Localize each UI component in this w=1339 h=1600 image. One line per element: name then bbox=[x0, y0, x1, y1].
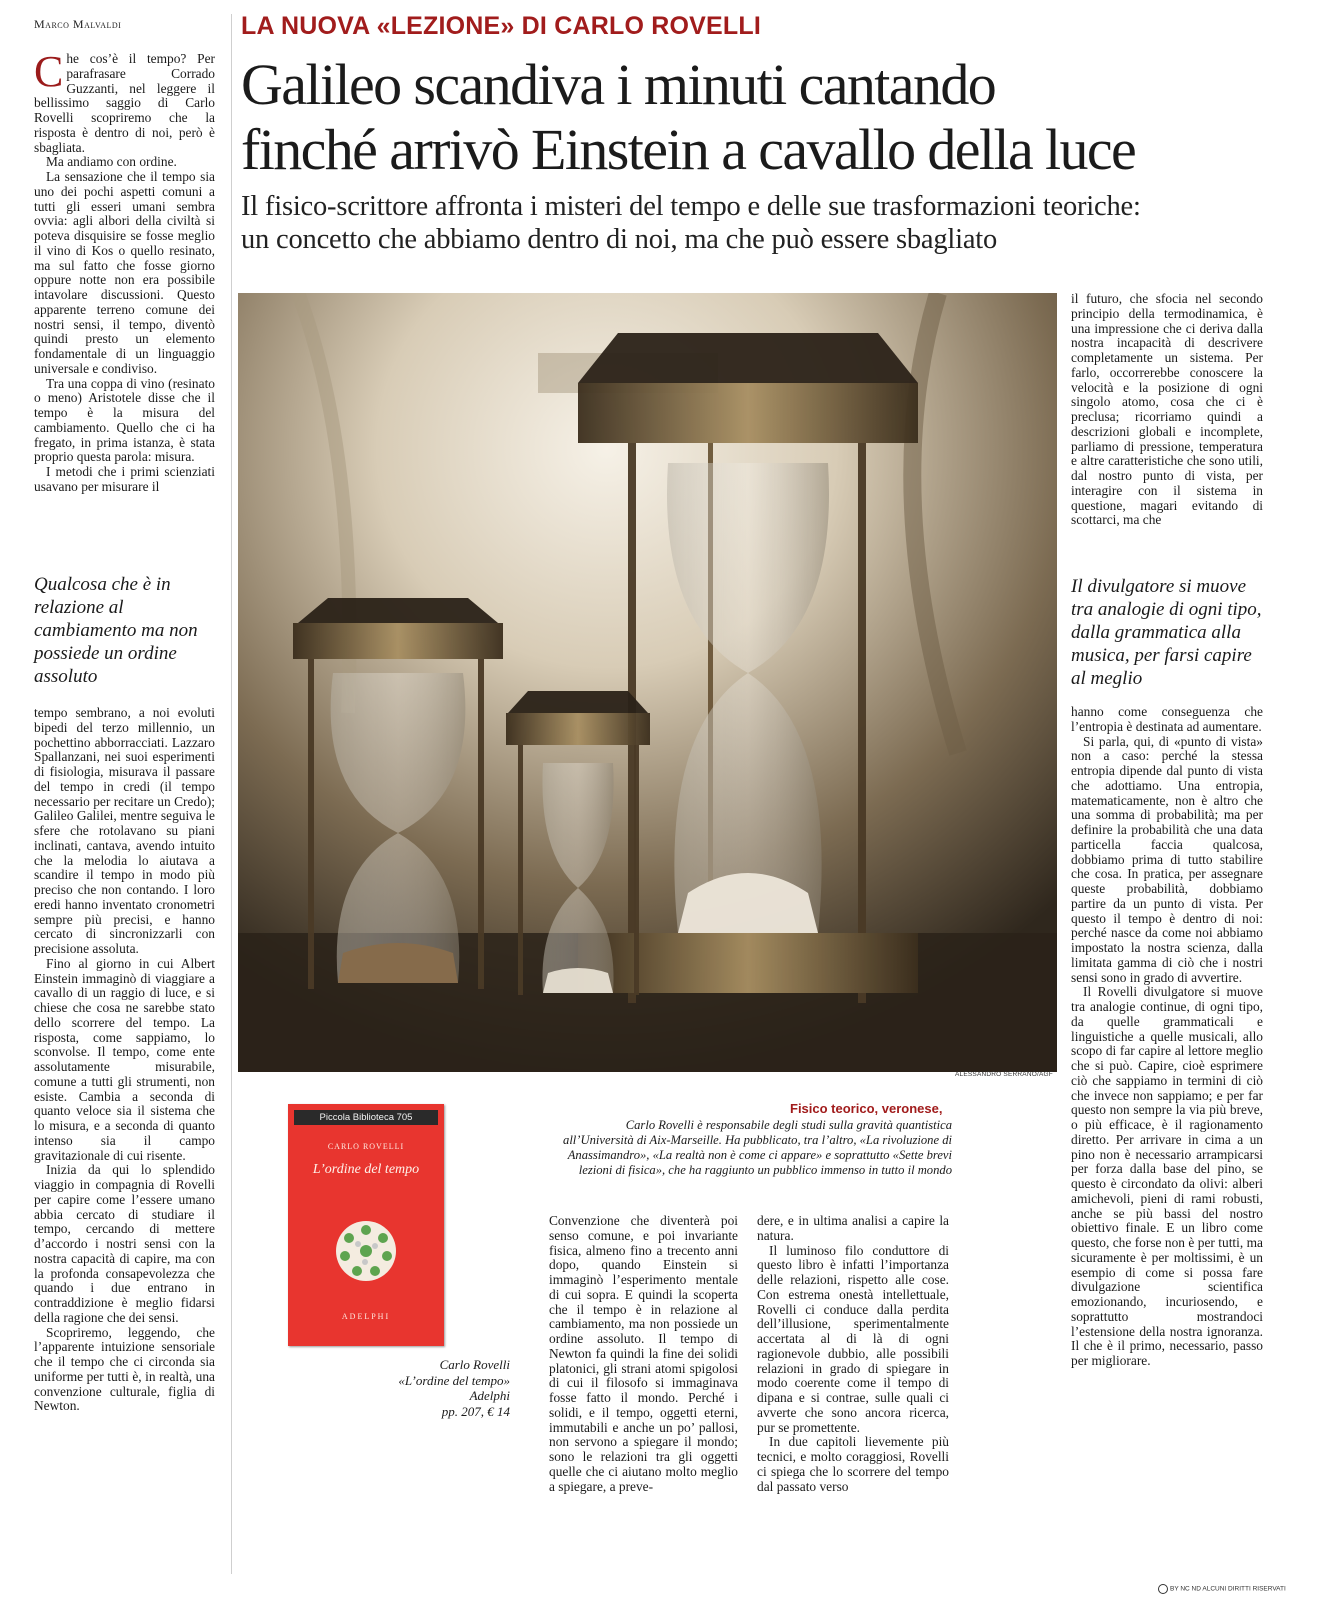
book-info-publisher: Adelphi bbox=[469, 1388, 510, 1403]
column-1-top bbox=[34, 47, 215, 495]
license-text: BY NC ND ALCUNI DIRITTI RISERVATI bbox=[1170, 1585, 1286, 1593]
paragraph: Inizia da qui lo splendido viaggio in compagnia di Rovelli per capire come l’essere umano abbia cercato di studiare il tempo, cercando di mettere d’accordo i nostri sensi con la nostra capacità di capire, ma con la profonda consapevolezza che quando i due entrano in contraddizione è meglio fidarsi della ragione che dei sensi. bbox=[34, 1162, 215, 1325]
paragraph: Il Rovelli divulgatore si muove tra analogie continue, di ogni tipo, da quelle grammaticali e linguistiche a quelle musicali, allo scopo di far capire al lettore meglio che si può. Capire, cioè esprimere ciò che sappiamo in termini di ciò che invece non sappiamo; e per far questo non sempre la via più breve, o più efficace, è il ragionamento diretto. Per arrivare in cima a un pino non è necessario arrampicarsi per forza dalla base del pino, se questo è circondato da olivi: alberi amichevoli, pieni di rami robusti, anche se più bassi del nostro obiettivo finale. E un libro come questo, che forse non è per tutti, ma sicuramente è per moltissimi, è un esempio di come si possa fare divulgazione scientifica emozionando, incuriosendo, e soprattutto mostrandoci l’estensione della nostra ignoranza. Il che è il primo, necessario, passo per migliorare. bbox=[1071, 984, 1263, 1368]
column-divider bbox=[231, 14, 232, 1574]
book-publisher: ADELPHI bbox=[341, 1312, 391, 1321]
pull-quote-right: Il divulgatore si muove tra analogie di ogni tipo, dalla grammatica alla musica, per farsi capire al meglio bbox=[1071, 576, 1262, 689]
headline-line-1: Galileo scandiva i minuti cantando bbox=[241, 52, 996, 117]
book-title: L’ordine del tempo bbox=[312, 1162, 420, 1177]
column-1-bottom bbox=[34, 706, 215, 1414]
caption-text: Carlo Rovelli è responsabile degli studi sulla gravità quantistica all’Università di Aix-Marseille. Ha pubblicato, tra l’altro, «La rivoluzione di Anassimandro», «La realtà non è come ci appare» e soprattutto «Sette brevi lezioni di fisica», che ha raggiunto un pubblico immenso in tutto il mondo bbox=[563, 1118, 952, 1177]
photo-credit: ALESSANDRO SERRANÒ/AGF bbox=[955, 1071, 1053, 1078]
lead-text: he cos’è il tempo? Per parafrasare Corrado Guzzanti, nel leggere il bellissimo saggio di Carlo Rovelli scopriremo che la risposta è dentro di noi, però è sbagliata. bbox=[34, 51, 215, 155]
paragraph: I metodi che i primi scienziati usavano per misurare il bbox=[34, 464, 215, 494]
paragraph: Il luminoso filo conduttore di questo libro è infatti l’importanza delle relazioni, rispetto alle cose. Con estrema onestà intellettuale, Rovelli ci conduce dalla perdita dell’illusione, sperimentalmente accertata al di là di ogni ragionevole dubbio, alle possibili relazioni in grado di spiegare in modo coerente come il tempo di dipana e si contrae, sulle quali ci avverte che sono ancora ricerca, pur se promettente. bbox=[757, 1242, 949, 1435]
paragraph: Si parla, qui, di «punto di vista» non a caso: perché la stessa entropia dipende dal punto di vista che adottiamo. Una entropia, matematicamente, non è altro che una somma di probabilità; ma per definire la probabilità che una data particella faccia qualcosa, dobbiamo prima di tutto stabilire che cosa. In pratica, per assegnare queste probabilità, dobbiamo partire da un punto di vista. Per questo il tempo è dentro di noi: perché nasce da come noi abbiamo impostato la nostra scienza, dalla limitata gamma di ciò che i nostri sensi sono in grado di avvertire. bbox=[1071, 733, 1263, 985]
book-cover bbox=[288, 1104, 444, 1346]
headline bbox=[241, 52, 1321, 182]
book-info-author: Carlo Rovelli bbox=[439, 1357, 510, 1372]
paragraph: tempo sembrano, a noi evoluti bipedi del terzo millennio, un pochettino abborracciati. Lazzaro Spallanzani, nei suoi esperimenti di fisiologia, misurava il passare del tempo in credi (il tempo necessario per recitare un Credo); Galileo Galilei, mentre seguiva le sfere che rotolavano su piani inclinati, cantava, avendo intuito che la melodia lo aiutava a scandire il tempo in modo più preciso che non contando. I loro eredi hanno inventato cronometri sempre più precisi, e hanno cercato di sincronizzarli con precisione assoluta. bbox=[34, 705, 215, 956]
headline-line-2: finché arrivò Einstein a cavallo della luce bbox=[241, 117, 1136, 182]
column-4 bbox=[757, 1214, 949, 1494]
book-info bbox=[380, 1357, 510, 1419]
paragraph: In due capitoli lievemente più tecnici, e molto coraggiosi, Rovelli ci spiega che lo scorrere del tempo dal passato verso bbox=[757, 1434, 949, 1494]
pull-quote-left: Qualcosa che è in relazione al cambiamento ma non possiede un ordine assoluto bbox=[34, 574, 198, 687]
paragraph: dere, e in ultima analisi a capire la natura. bbox=[757, 1213, 949, 1243]
paragraph: Convenzione che diventerà poi senso comune, e poi invariante fisica, almeno fino a trecento anni dopo, quando Einstein si immaginò l’esperimento mentale di cui sopra. E quindi la scoperta che il tempo è in relazione al cambiamento, ma non possiede un ordine assoluto. Il tempo di Newton fa quindi la fine dei solidi platonici, gli strani atomi spigolosi di cui il filosofo si immaginava fosse fatto il mondo. Perché i solidi, e il tempo, oggetti eterni, immutabili e anche un po’ pallosi, non servono a spiegare il mondo; sono le relazioni tra gli oggetti quelle che ci aiutano molto meglio a spiegare, a preve- bbox=[549, 1213, 738, 1494]
drop-cap: C bbox=[34, 47, 64, 96]
paragraph: Ma andiamo con ordine. bbox=[46, 154, 177, 170]
cc-icon bbox=[1158, 1584, 1168, 1594]
book-info-details: pp. 207, € 14 bbox=[441, 1403, 510, 1419]
paragraph: Tra una coppa di vino (resinato o meno) Aristotele disse che il tempo è la misura del cambiamento. Quello che ci ha fregato, in prima istanza, è stata proprio questa parola: misura. bbox=[34, 375, 215, 465]
column-5-bottom bbox=[1071, 705, 1263, 1369]
paragraph: Scopriremo, leggendo, che l’apparente intuizione sensoriale che il tempo che ci circonda sia uniforme per tutti è, in realtà, una convenzione culturale, figlia di Newton. bbox=[34, 1324, 215, 1414]
paragraph: La sensazione che il tempo sia uno dei pochi aspetti comuni a tutti gli esseri umani sembra ovvia: agli albori della civiltà si poteva disquisire se fosse meglio il vino di Kos o quello resinato, ma sul fatto che fosse giorno oppure notte non era possibile intavolare discussioni. Questo apparente terreno comune dei nostri sensi, il tempo, diventò quindi presto un elemento fondamentale di un linguaggio universale e condiviso. bbox=[34, 169, 215, 376]
lead-paragraph bbox=[34, 47, 215, 155]
book-series: Piccola Biblioteca 705 bbox=[294, 1110, 438, 1125]
paragraph: hanno come conseguenza che l’entropia è destinata ad aumentare. bbox=[1071, 704, 1263, 734]
column-5-top bbox=[1071, 292, 1263, 528]
book-info-title: «L’ordine del tempo» bbox=[398, 1372, 510, 1388]
book-author: CARLO ROVELLI bbox=[327, 1142, 405, 1151]
subheadline-line-2: un concetto che abbiamo dentro di noi, ma che può essere sbagliato bbox=[241, 224, 998, 255]
kicker: LA NUOVA «LEZIONE» DI CARLO ROVELLI bbox=[241, 12, 761, 40]
hourglasses-photo bbox=[238, 293, 1057, 1072]
hourglasses-illustration bbox=[238, 293, 1057, 1072]
author-byline: Marco Malvaldi bbox=[34, 17, 122, 31]
book-cover-emblem bbox=[331, 1216, 401, 1286]
license-note bbox=[1158, 1584, 1286, 1594]
paragraph: il futuro, che sfocia nel secondo principio della termodinamica, è una impressione che ci deriva dalla nostra incapacità di descrivere completamente un sistema. Per farlo, occorrerebbe conoscere la velocità e la posizione di ogni singolo atomo, cosa che ci è preclusa; ricorriamo quindi a descrizioni globali e incomplete, parliamo di pressione, temperatura e altre caratteristiche che sono utili, dal nostro punto di vista, per interagire con il sistema in questione, magari evitando di scottarci, ma che bbox=[1071, 291, 1263, 528]
caption-heading: Fisico teorico, veronese, bbox=[790, 1101, 943, 1116]
subheadline bbox=[241, 190, 1331, 256]
paragraph: Fino al giorno in cui Albert Einstein immaginò di viaggiare a cavallo di un raggio di luce, e si chiese che cosa ne sarebbe stato dello scorrere del tempo. La risposta, come sappiamo, lo sconvolse. Il tempo, come ente assolutamente misurabile, comune a tutti gli strumenti, non esiste. Cambia a seconda di quanto veloce sia il sistema che lo misura, e a seconda di quanto intenso sia il campo gravitazionale di cui risente. bbox=[34, 955, 215, 1163]
column-3 bbox=[549, 1214, 738, 1494]
subheadline-line-1: Il fisico-scrittore affronta i misteri del tempo e delle sue trasformazioni teoriche: bbox=[241, 191, 1141, 222]
